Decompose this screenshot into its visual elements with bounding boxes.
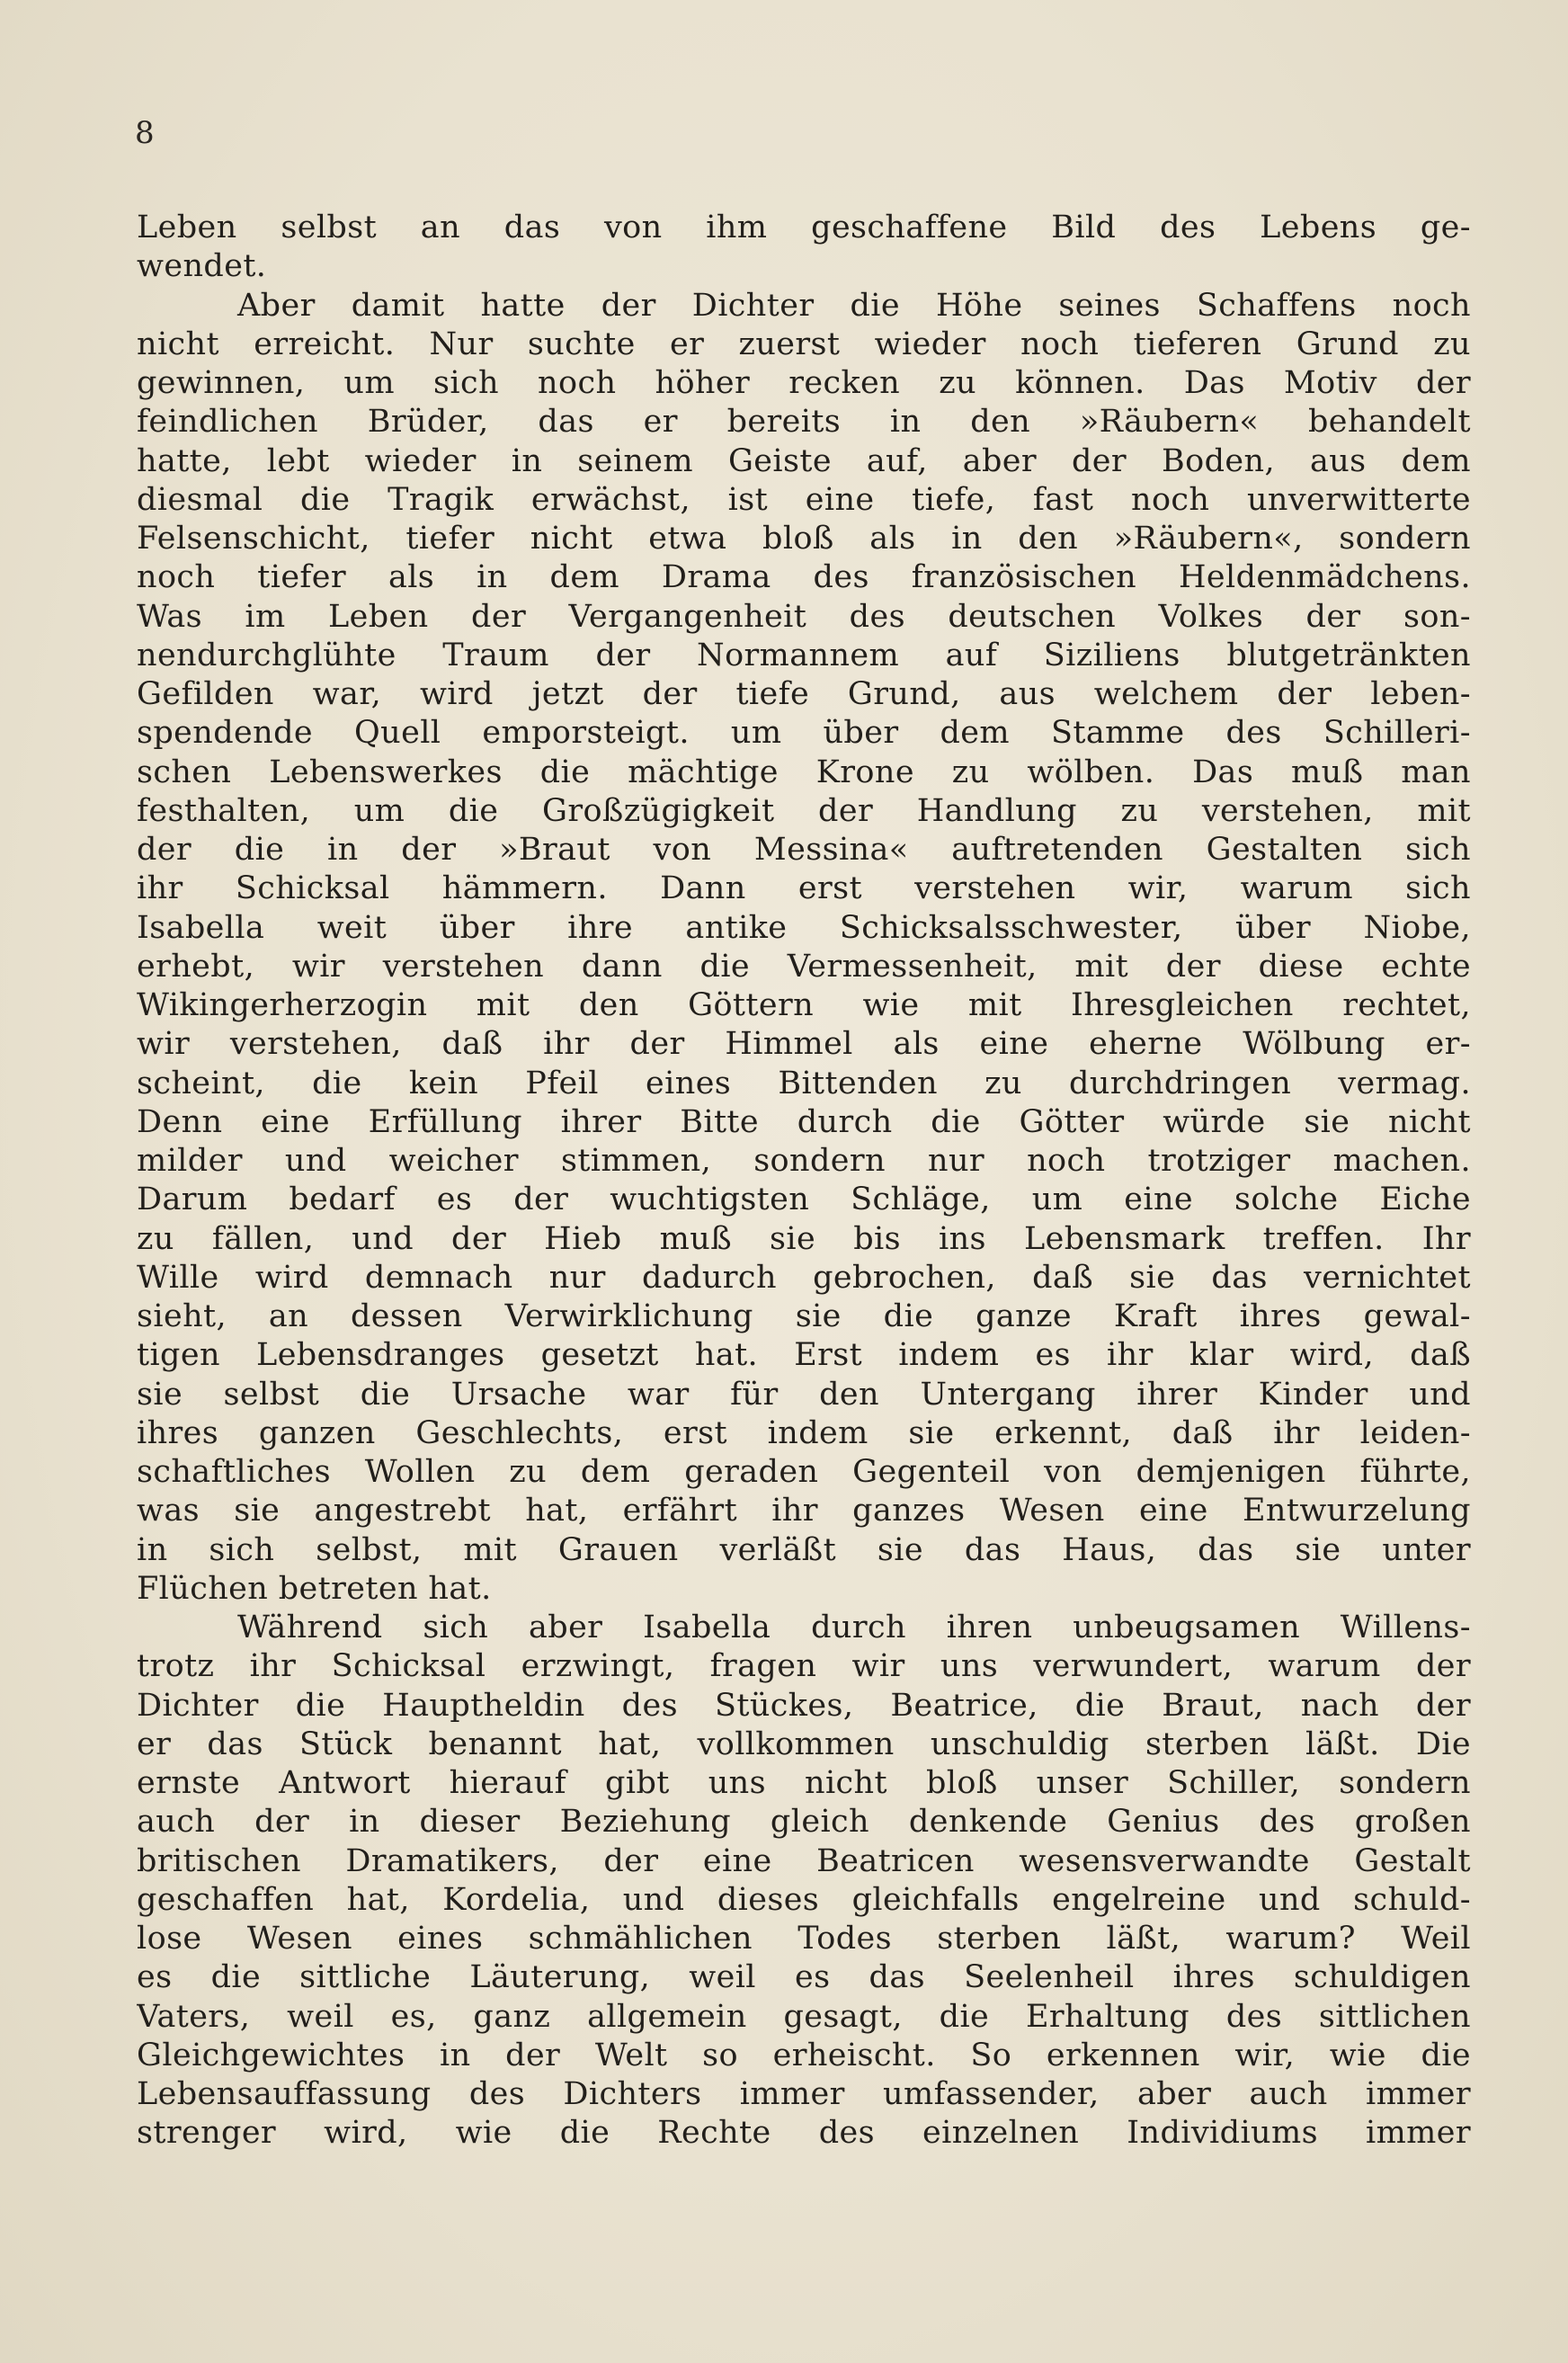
text-line: schen Lebenswerkes die mächtige Krone zu wölben. Das muß man (137, 753, 1471, 790)
text-line: britischen Dramatikers, der eine Beatricen wesensverwandte Gestalt (137, 1842, 1471, 1879)
text-line: trotz ihr Schicksal erzwingt, fragen wir uns verwundert, warum der (137, 1648, 1471, 1685)
body-text (137, 209, 1471, 2153)
text-line: Aber damit hatte der Dichter die Höhe seines Schaffens noch (237, 287, 1471, 324)
text-line: ernste Antwort hierauf gibt uns nicht bloß unser Schiller, sondern (137, 1765, 1471, 1801)
text-line: noch tiefer als in dem Drama des französischen Heldenmädchens. (137, 559, 1471, 596)
text-line: zu fällen, und der Hieb muß sie bis ins Lebensmark treffen. Ihr (137, 1220, 1471, 1257)
text-line: er das Stück benannt hat, vollkommen unschuldig sterben läßt. Die (137, 1725, 1471, 1762)
text-line: hatte, lebt wieder in seinem Geiste auf, aber der Boden, aus dem (137, 442, 1471, 479)
text-line: scheint, die kein Pfeil eines Bittenden zu durchdringen vermag. (137, 1065, 1471, 1101)
paragraph (137, 209, 1471, 287)
text-line: Flüchen betreten hat. (137, 1570, 492, 1607)
text-line: feindlichen Brüder, das er bereits in den »Räubern« behandelt (137, 404, 1471, 441)
text-line: Gleichgewichtes in der Welt so erheischt. So erkennen wir, wie die (137, 2037, 1471, 2073)
text-line: der die in der »Braut von Messina« auftretenden Gestalten sich (137, 832, 1471, 868)
paragraph (137, 1609, 1471, 2153)
text-line: festhalten, um die Großzügigkeit der Handlung zu verstehen, mit (137, 792, 1471, 829)
text-line: Lebensauffassung des Dichters immer umfassender, aber auch immer (137, 2076, 1471, 2112)
text-line: Vaters, weil es, ganz allgemein gesagt, die Erhaltung des sittlichen (137, 1998, 1471, 2035)
text-line: wir verstehen, daß ihr der Himmel als eine eherne Wölbung er- (137, 1026, 1471, 1063)
text-line: Was im Leben der Vergangenheit des deutschen Volkes der son- (137, 598, 1471, 635)
text-line: sie selbst die Ursache war für den Untergang ihrer Kinder und (137, 1376, 1471, 1413)
page-number: 8 (135, 115, 155, 151)
text-line: ihres ganzen Geschlechts, erst indem sie erkennt, daß ihr leiden- (137, 1414, 1471, 1451)
text-line: Wille wird demnach nur dadurch gebrochen, daß sie das vernichtet (137, 1259, 1471, 1296)
text-line: erhebt, wir verstehen dann die Vermessenheit, mit der diese echte (137, 948, 1471, 985)
text-line: auch der in dieser Beziehung gleich denkende Genius des großen (137, 1804, 1471, 1841)
text-line: lose Wesen eines schmählichen Todes sterben läßt, warum? Weil (137, 1921, 1471, 1957)
text-line: in sich selbst, mit Grauen verläßt sie das Haus, das sie unter (137, 1531, 1471, 1568)
text-line: Während sich aber Isabella durch ihren unbeugsamen Willens- (237, 1610, 1471, 1645)
text-line: nicht erreicht. Nur suchte er zuerst wieder noch tieferen Grund zu (137, 325, 1471, 362)
text-line: milder und weicher stimmen, sondern nur noch trotziger machen. (137, 1143, 1471, 1179)
text-line: wendet. (137, 248, 267, 285)
text-line: Denn eine Erfüllung ihrer Bitte durch die Götter würde sie nicht (137, 1103, 1471, 1140)
text-line: Gefilden war, wird jetzt der tiefe Grund, aus welchem der leben- (137, 676, 1471, 712)
text-line: Isabella weit über ihre antike Schicksalsschwester, über Niobe, (137, 909, 1471, 946)
text-line: sieht, an dessen Verwirklichung sie die ganze Kraft ihres gewal- (137, 1298, 1471, 1334)
text-line: es die sittliche Läuterung, weil es das Seelenheil ihres schuldigen (137, 1959, 1471, 1996)
text-line: diesmal die Tragik erwächst, ist eine tiefe, fast noch unverwitterte (137, 481, 1471, 518)
text-line: nendurchglühte Traum der Normannem auf Siziliens blutgetränkten (137, 637, 1471, 673)
paragraph (137, 287, 1471, 1610)
text-line: Felsenschicht, tiefer nicht etwa bloß als in den »Räubern«, sondern (137, 521, 1471, 557)
text-line: ihr Schicksal hämmern. Dann erst verstehen wir, warum sich (137, 870, 1471, 907)
text-line: gewinnen, um sich noch höher recken zu können. Das Motiv der (137, 365, 1471, 401)
text-line: Darum bedarf es der wuchtigsten Schläge, um eine solche Eiche (137, 1182, 1471, 1218)
text-line: schaftliches Wollen zu dem geraden Gegenteil von demjenigen führte, (137, 1454, 1471, 1490)
text-line: Leben selbst an das von ihm geschaffene Bild des Lebens ge- (137, 210, 1471, 245)
text-line: geschaffen hat, Kordelia, und dieses gleichfalls engelreine und schuld- (137, 1881, 1471, 1918)
text-line: Wikingerherzogin mit den Göttern wie mit Ihresgleichen rechtet, (137, 987, 1471, 1023)
text-line: was sie angestrebt hat, erfährt ihr ganzes Wesen eine Entwurzelung (137, 1493, 1471, 1529)
text-line: spendende Quell emporsteigt. um über dem Stamme des Schilleri- (137, 715, 1471, 752)
text-line: Dichter die Hauptheldin des Stückes, Beatrice, die Braut, nach der (137, 1687, 1471, 1724)
text-line: tigen Lebensdranges gesetzt hat. Erst indem es ihr klar wird, daß (137, 1337, 1471, 1374)
text-line: strenger wird, wie die Rechte des einzelnen Individiums immer (137, 2115, 1471, 2152)
